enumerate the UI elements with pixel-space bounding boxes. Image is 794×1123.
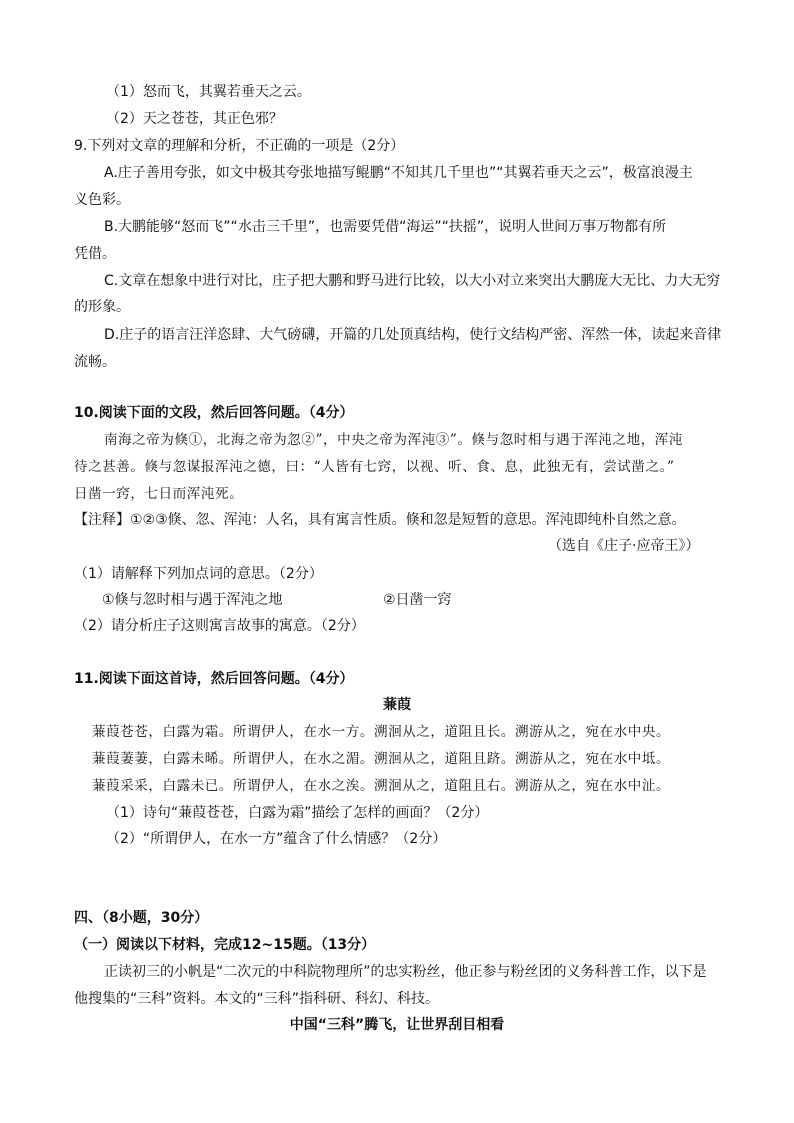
q8-item-1: （1）怒而飞，其翼若垂天之云。 bbox=[106, 84, 311, 100]
poem-stanza-3: 蒹葭采采，白露未已。所谓伊人，在水之涘。溯洄从之，道阻且右。溯游从之，宛在水中沚。 bbox=[92, 778, 671, 794]
q9-option-b-line2: 凭借。 bbox=[74, 246, 116, 262]
part4-heading: 四、（8小题，30分） bbox=[74, 910, 209, 926]
q11-sub-question-1: （1）诗句“蒹葭苍苍，白露为霜”描绘了怎样的画面？（2分） bbox=[106, 805, 489, 821]
q9-option-d-line2: 流畅。 bbox=[74, 354, 116, 370]
q10-passage-line1: 南海之帝为倏①，北海之帝为忽②”，中央之帝为浑沌③”。倏与忽时相与遇于浑沌之地，浑沌 bbox=[104, 432, 684, 448]
poem-stanza-1: 蒹葭苍苍，白露为霜。所谓伊人，在水一方。溯洄从之，道阻且长。溯游从之，宛在水中央。 bbox=[92, 724, 671, 740]
poem-stanza-2: 蒹葭萋萋，白露未晞。所谓伊人，在水之湄。溯洄从之，道阻且跻。溯游从之，宛在水中坻。 bbox=[92, 751, 671, 767]
part4-intro-line2: 他搜集的“三科”资料。本文的“三科”指科研、科幻、科技。 bbox=[74, 991, 440, 1007]
q10-word-2: ②日凿一窍 bbox=[383, 592, 452, 608]
q10-sub-question-2: （2）请分析庄子这则寓言故事的寓意。（2分） bbox=[74, 618, 365, 634]
q10-note: 【注释】①②③倏、忽、浑沌：人名，具有寓言性质。倏和忽是短暂的意思。浑沌即纯朴自然之意。 bbox=[74, 512, 686, 528]
q9-option-a-line1: A.庄子善用夸张，如文中极其夸张地描写鲲鹏“不知其几千里也”“其翼若垂天之云”，极富浪漫主 bbox=[104, 165, 693, 181]
part4-section-title: （一）阅读以下材料，完成12~15题。（13分） bbox=[74, 937, 376, 953]
q10-title: 10.阅读下面的文段，然后回答问题。（4分） bbox=[74, 405, 354, 421]
q10-passage-line2: 待之甚善。倏与忽谋报浑沌之德，曰：“人皆有七窍，以视、听、食、息，此独无有，尝试凿之。” bbox=[74, 459, 675, 475]
poem-title: 蒹葭 bbox=[383, 697, 411, 713]
q8-item-2: （2）天之苍苍，其正色邪？ bbox=[106, 111, 283, 127]
q10-sub-question-1: （1）请解释下列加点词的意思。（2分） bbox=[74, 566, 323, 582]
q9-stem: 9.下列对文章的理解和分析，不正确的一项是（2分） bbox=[74, 138, 405, 154]
q9-option-d-line1: D.庄子的语言汪洋恣肆、大气磅礴，开篇的几处顶真结构，使行文结构严密、浑然一体，读起来音律 bbox=[104, 327, 722, 343]
q11-title: 11.阅读下面这首诗，然后回答问题。（4分） bbox=[74, 671, 354, 687]
q9-option-b-line1: B.大鹏能够“怒而飞”“水击三千里”，也需要凭借“海运”“扶摇”，说明人世间万事万物都有所 bbox=[104, 219, 667, 235]
q9-option-c-line1: C.文章在想象中进行对比，庄子把大鹏和野马进行比较，以大小对立来突出大鹏庞大无比、力大无穷 bbox=[104, 273, 721, 289]
q10-source: （选自《庄子·应帝王》） bbox=[548, 538, 700, 554]
q11-sub-question-2: （2）“所谓伊人，在水一方”蕴含了什么情感？（2分） bbox=[106, 831, 447, 847]
q10-passage-line3: 日凿一窍，七日而浑沌死。 bbox=[74, 486, 244, 502]
q9-option-c-line2: 的形象。 bbox=[74, 299, 130, 315]
q10-word-1: ①倏与忽时相与遇于浑沌之地 bbox=[102, 592, 283, 608]
article-title: 中国“三科”腾飞，让世界刮目相看 bbox=[289, 1017, 505, 1033]
q9-option-a-line2: 义色彩。 bbox=[74, 192, 130, 208]
part4-intro-line1: 正读初三的小帆是“二次元的中科院物理所”的忠实粉丝，他正参与粉丝团的义务科普工作，以下是 bbox=[104, 964, 707, 980]
